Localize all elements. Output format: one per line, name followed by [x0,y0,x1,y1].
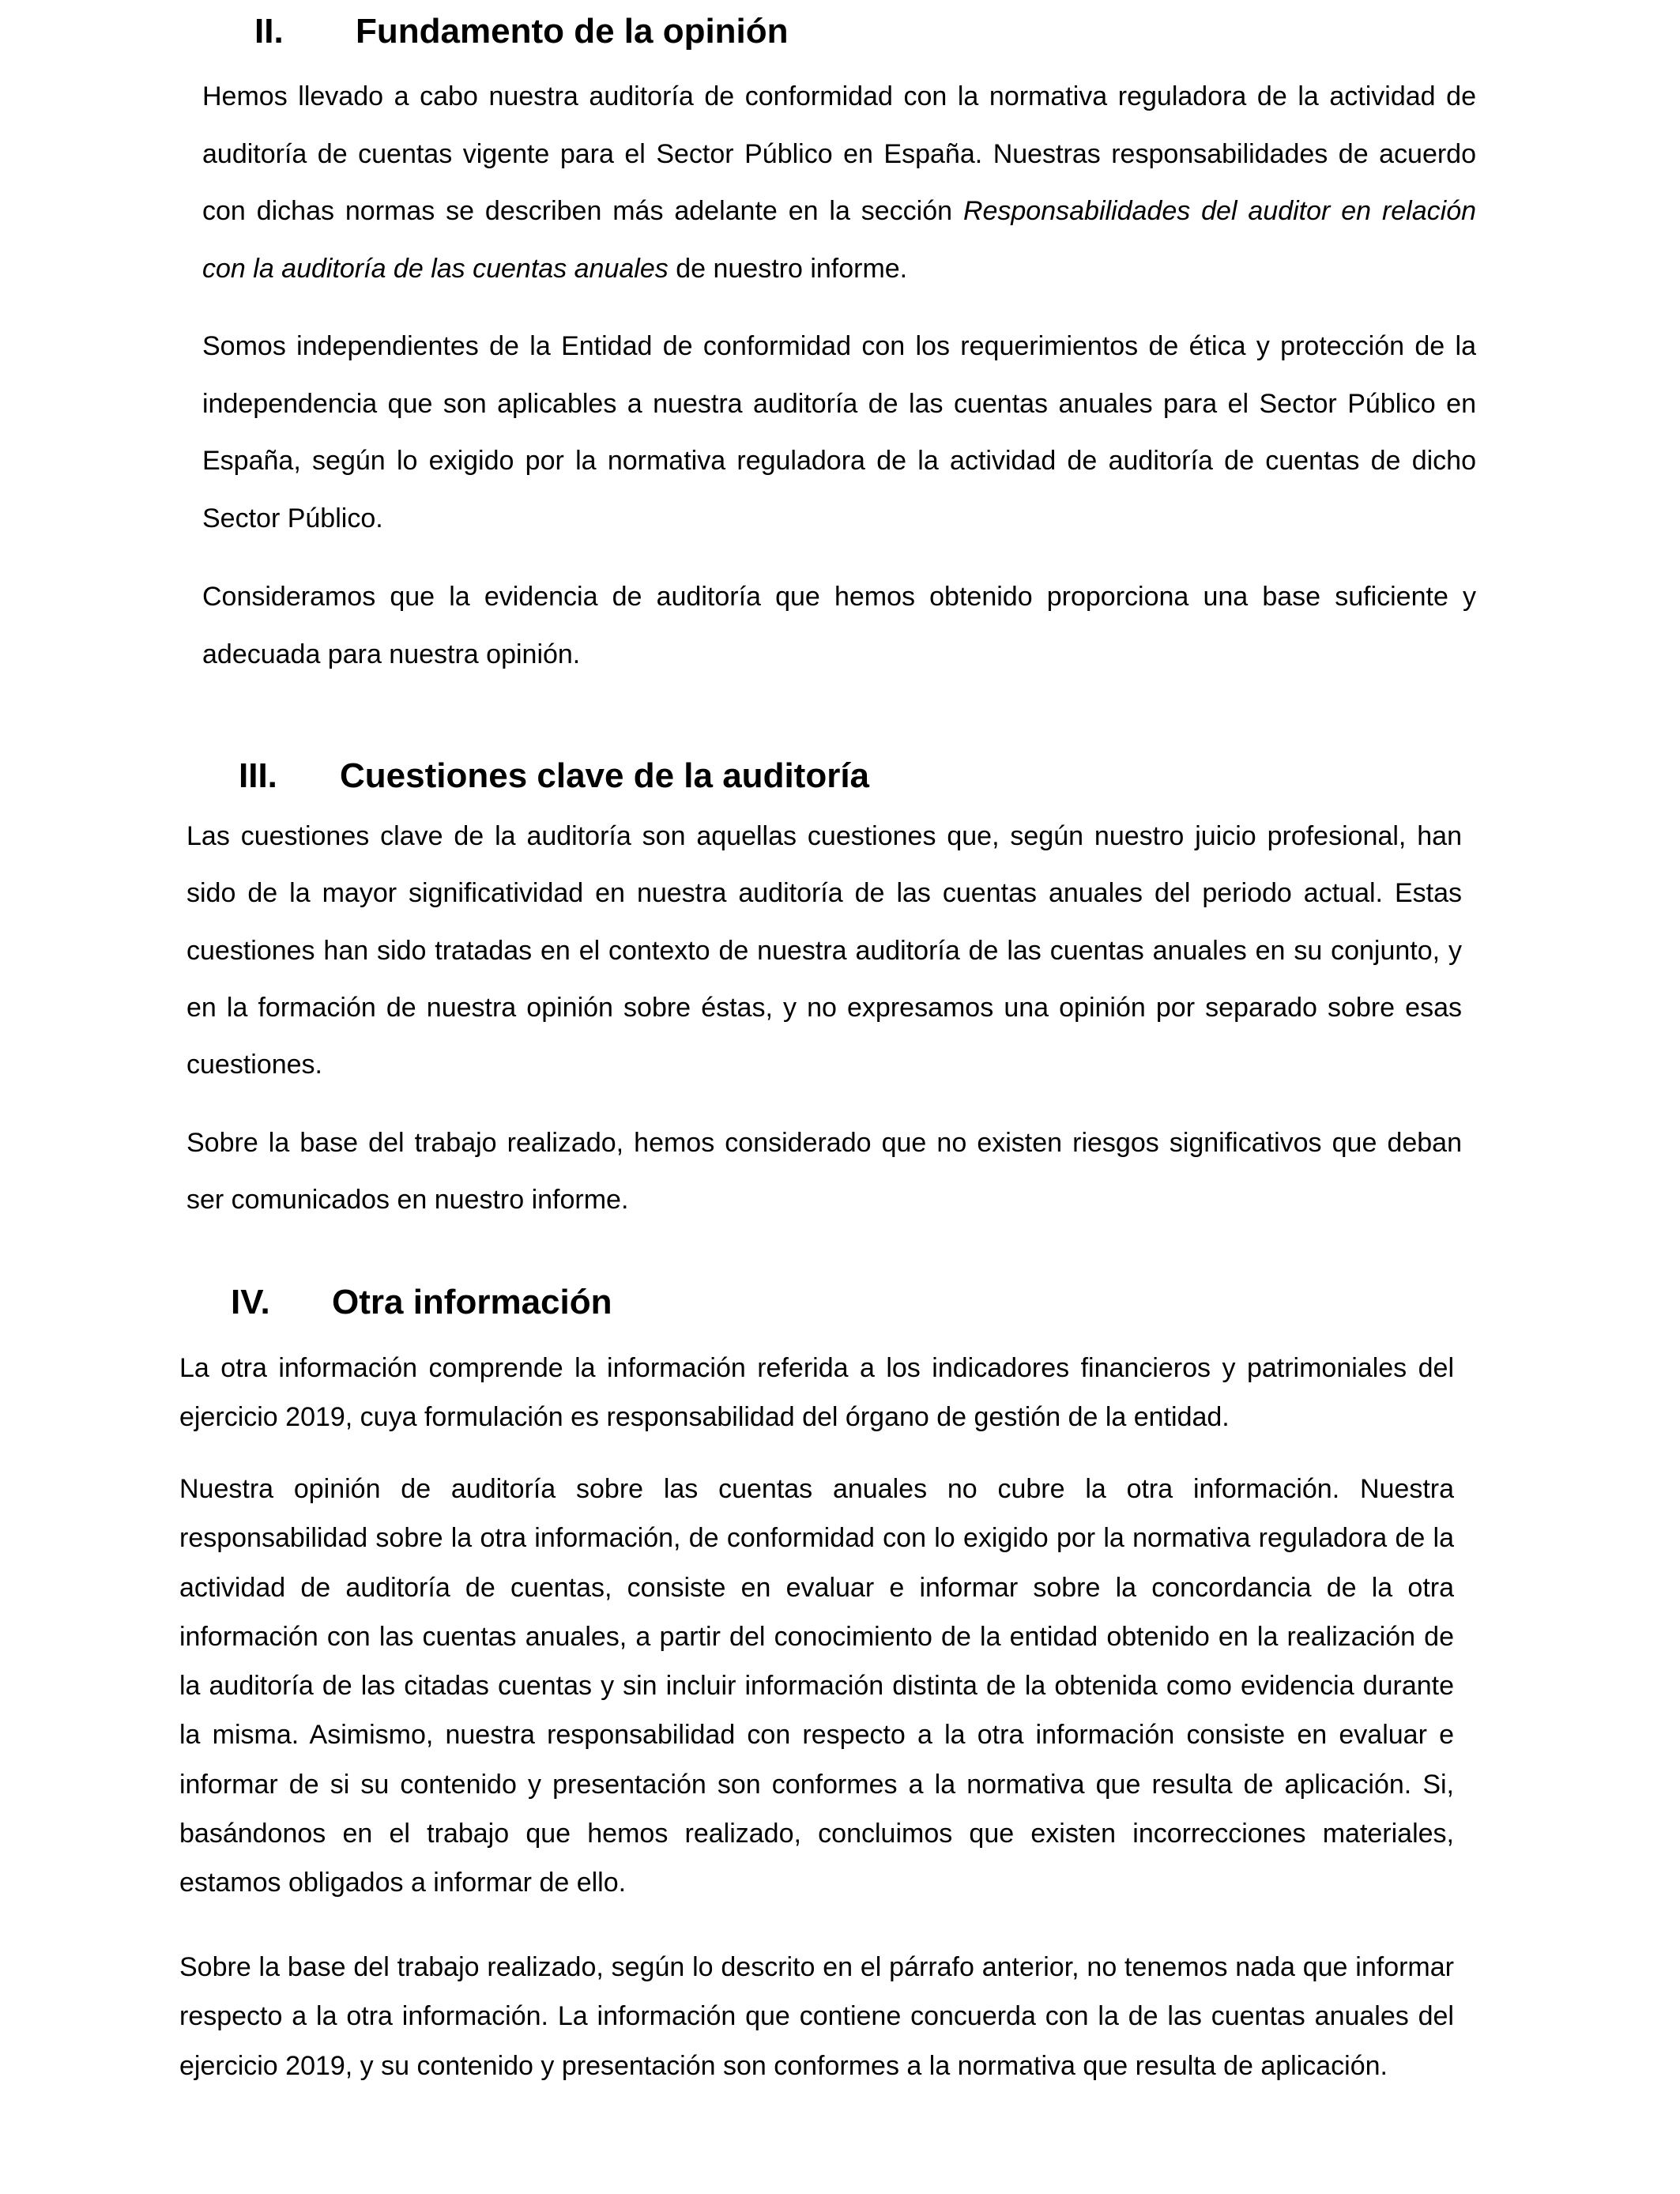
paragraph: Sobre la base del trabajo realizado, hemos considerado que no existen riesgos significativos que deban ser comunicados en nuestro informe. [186,1128,1462,1216]
section-number: III. [239,756,277,795]
paragraph-text: de nuestro informe. [668,253,908,284]
paragraph: Nuestra opinión de auditoría sobre las cuentas anuales no cubre la otra información. Nuestra responsabilidad sobre la otra información, de conformidad con lo exigido por la normativa reguladora de la actividad de auditoría de cuentas, consiste en evaluar e informar sobre la concordancia de la otra información con las cuentas anuales, a partir del conocimiento de la entidad obtenido en la realización de la auditoría de las citadas cuentas y sin incluir información distinta de la obtenida como evidencia durante la misma. Asimismo, nuestra responsabilidad con respecto a la otra información consiste en evaluar e informar de si su contenido y presentación son conformes a la normativa que resulta de aplicación. Si, basándonos en el trabajo que hemos realizado, concluimos que existen incorrecciones materiales, estamos obligados a informar de ello. [179,1474,1454,1898]
paragraph [202,68,1476,297]
paragraph: Las cuestiones clave de la auditoría son aquellas cuestiones que, según nuestro juicio profesional, han sido de la mayor significatividad en nuestra auditoría de las cuentas anuales del periodo actual. Estas cuestiones han sido tratadas en el contexto de nuestra auditoría de las cuentas anuales en su conjunto, y en la formación de nuestra opinión sobre éstas, y no expresamos una opinión por separado sobre esas cuestiones. [186,821,1462,1080]
section-reference: Responsabilidades del auditor en relación con la auditoría de las cuentas anuales [202,196,1477,284]
section-title: Otra información [332,1283,612,1321]
paragraph: Sobre la base del trabajo realizado, según lo descrito en el párrafo anterior, no tenemos nada que informar respecto a la otra información. La información que contiene concuerda con la de las cuentas anuales del ejercicio 2019, y su contenido y presentación son conformes a la normativa que resulta de aplicación. [179,1952,1454,2081]
paragraph: Somos independientes de la Entidad de conformidad con los requerimientos de ética y protección de la independencia que son aplicables a nuestra auditoría de las cuentas anuales para el Sector Público en España, según lo exigido por la normativa reguladora de la actividad de auditoría de cuentas de dicho Sector Público. [202,331,1476,533]
section-title: Cuestiones clave de la auditoría [340,756,870,795]
paragraph-text: Hemos llevado a cabo nuestra auditoría de conformidad con la normativa reguladora de la actividad de auditoría de cuentas vigente para el Sector Público en España. Nuestras responsabilidades de acuerdo con dichas normas se describen más adelante en la sección [202,81,1476,226]
paragraph: La otra información comprende la información referida a los indicadores financieros y patrimoniales del ejercicio 2019, cuya formulación es responsabilidad del órgano de gestión de la entidad. [179,1353,1454,1433]
section-number: II. [254,12,284,51]
section-number: IV. [231,1283,270,1321]
section-title: Fundamento de la opinión [356,12,789,51]
paragraph: Consideramos que la evidencia de auditoría que hemos obtenido proporciona una base suficiente y adecuada para nuestra opinión. [202,582,1476,669]
